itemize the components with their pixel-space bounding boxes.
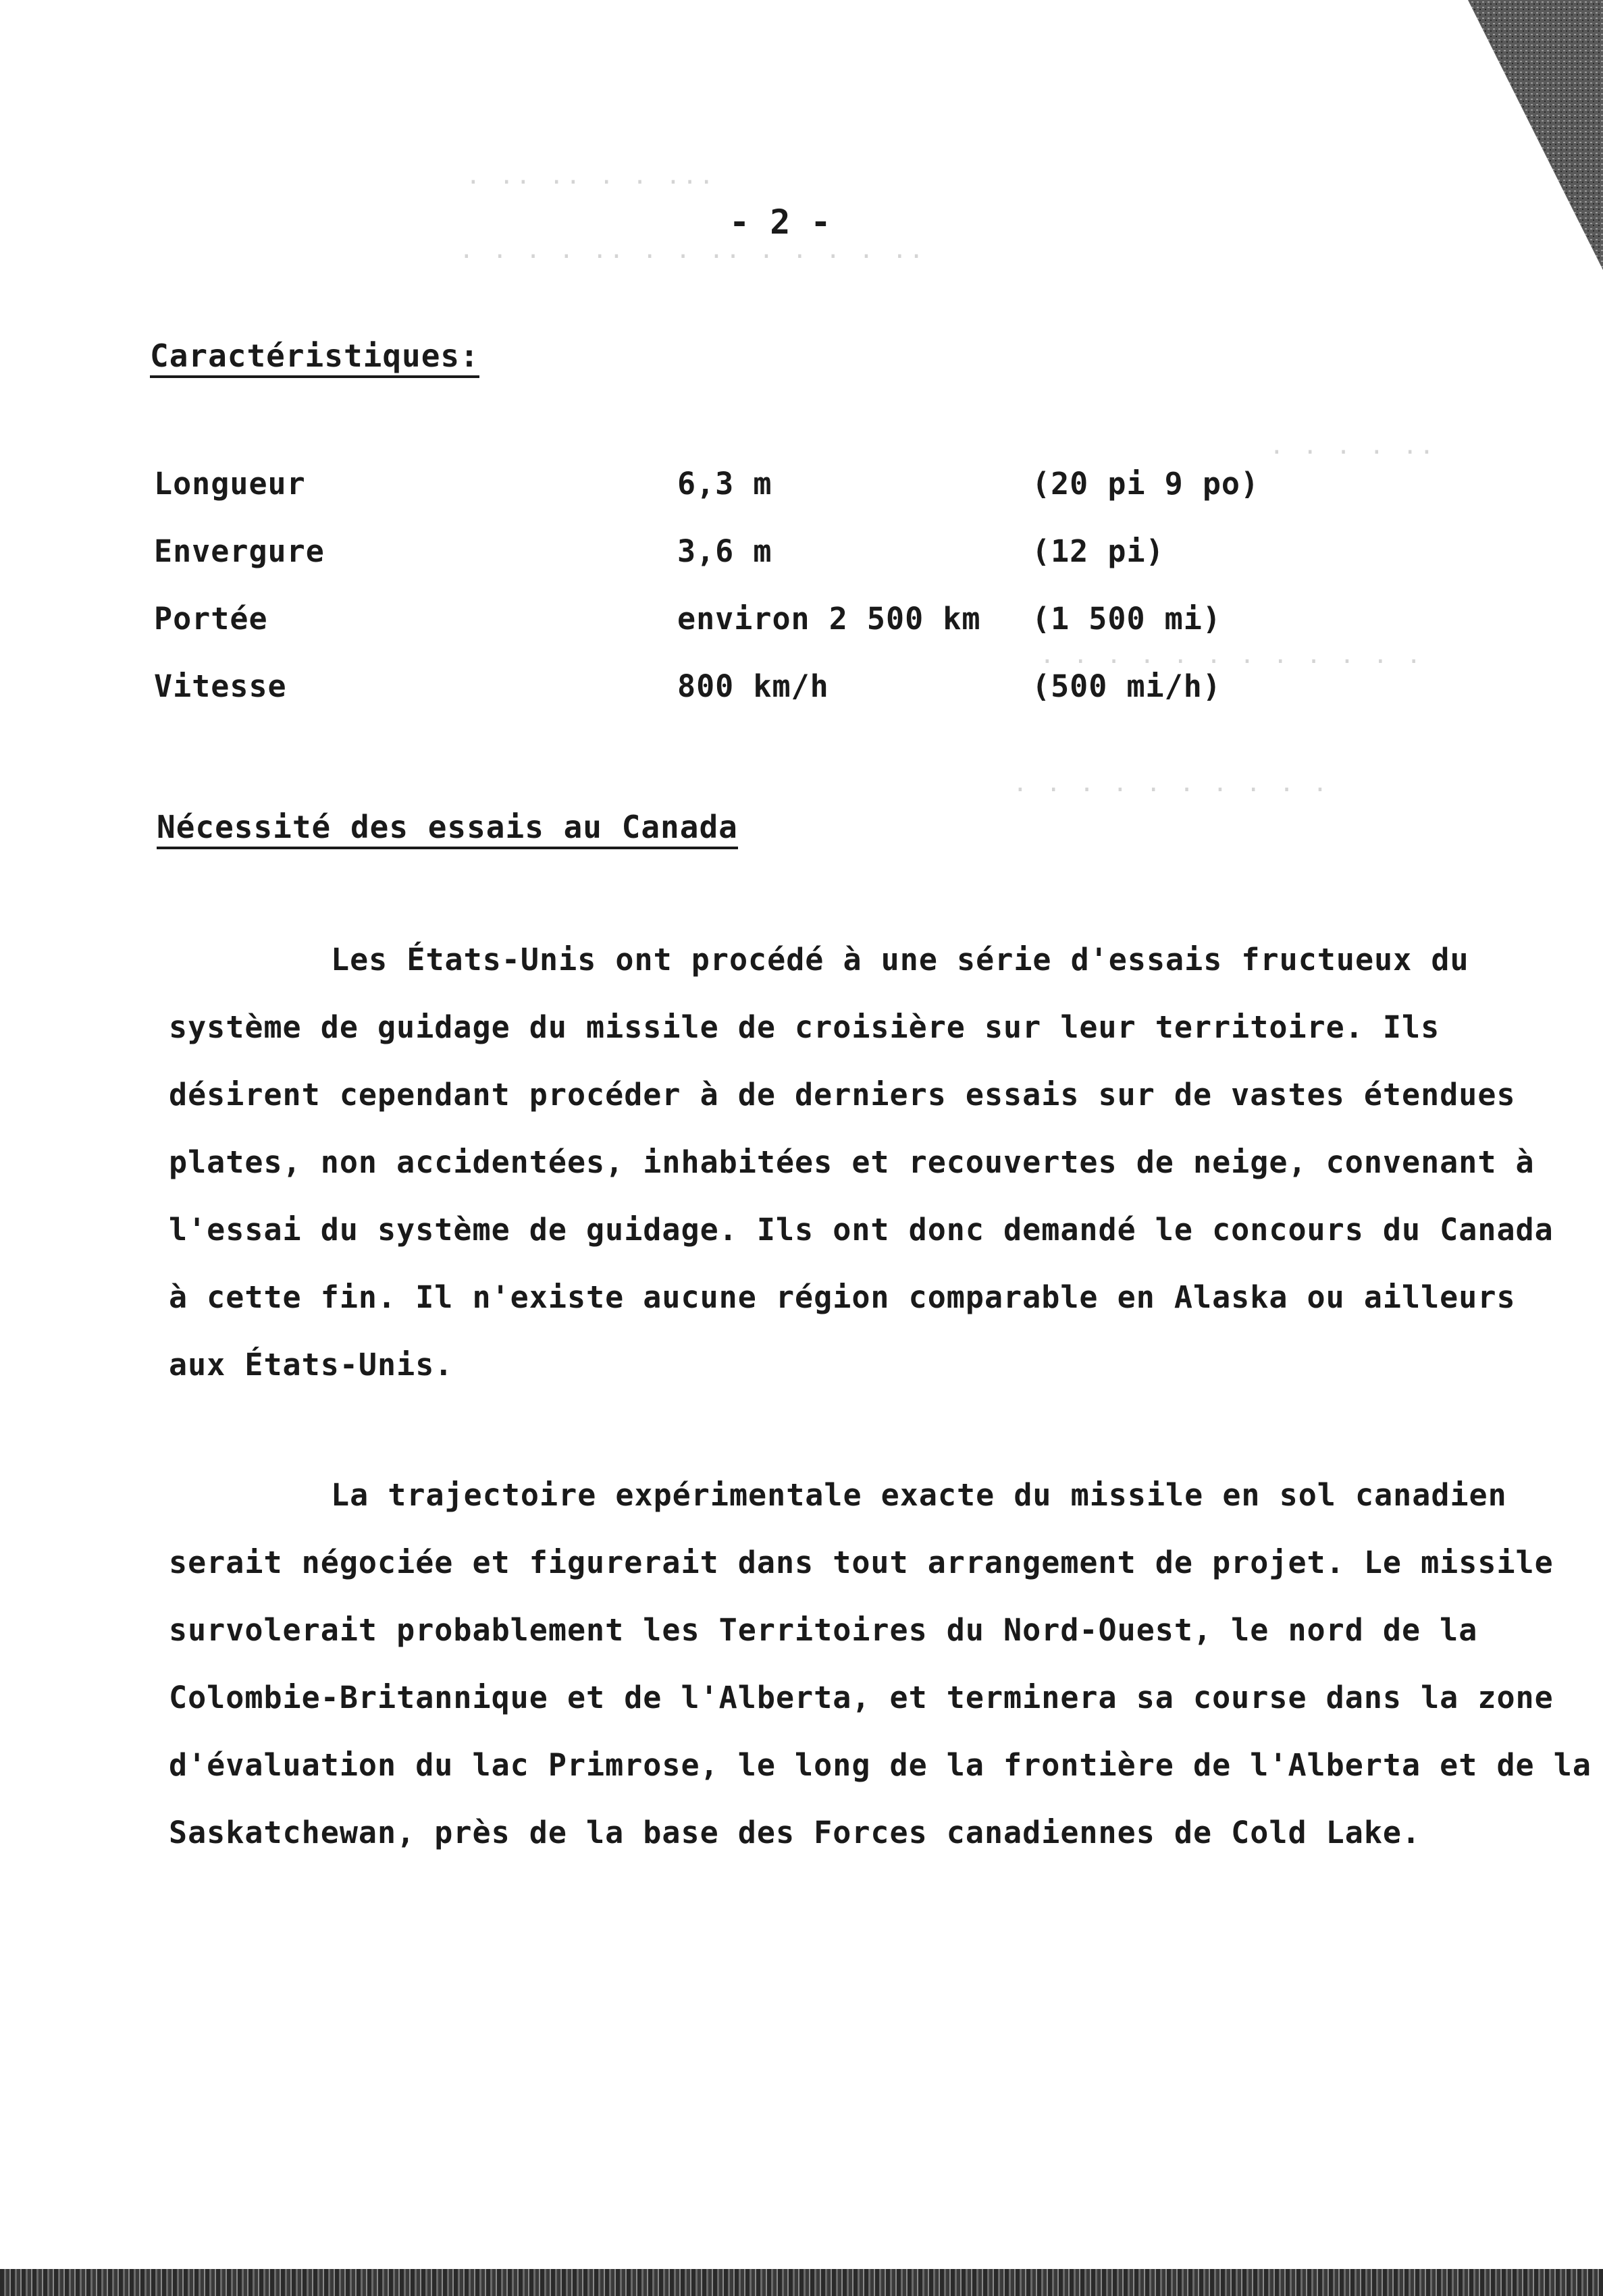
paragraph-line: survolerait probablement les Territoires du Nord-Ouest, le nord de la	[169, 1612, 1478, 1648]
spec-metric-value: 800 km/h	[677, 668, 829, 704]
paragraph-line: aux États-Unis.	[169, 1347, 454, 1383]
bleed-through-text: · · · · ·· · · ·· · · · · ··	[459, 243, 926, 271]
page-number: - 2 -	[729, 203, 831, 242]
spec-metric-value: environ 2 500 km	[677, 601, 981, 637]
necessity-heading: Nécessité des essais au Canada	[157, 809, 738, 849]
bleed-through-text: · · · · · · · · · ·	[1013, 776, 1330, 804]
spec-label: Vitesse	[154, 668, 287, 704]
bleed-through-text: · · · · ··	[1269, 439, 1436, 466]
spec-row-speed	[154, 668, 1302, 736]
spec-row-wingspan	[154, 533, 1302, 601]
paragraph-line: l'essai du système de guidage. Ils ont donc demandé le concours du Canada	[169, 1212, 1554, 1248]
spec-row-length	[154, 466, 1302, 533]
paragraph-line: La trajectoire expérimentale exacte du missile en sol canadien	[331, 1477, 1507, 1513]
paragraph-line: Colombie-Britannique et de l'Alberta, et terminera sa course dans la zone	[169, 1680, 1554, 1715]
spec-label: Portée	[154, 601, 268, 637]
spec-imperial-value: (1 500 mi)	[1032, 601, 1221, 637]
paragraph-line: d'évaluation du lac Primrose, le long de la frontière de l'Alberta et de la	[169, 1747, 1592, 1783]
paragraph-line: à cette fin. Il n'existe aucune région comparable en Alaska ou ailleurs	[169, 1279, 1516, 1315]
paragraph-line: plates, non accidentées, inhabitées et recouvertes de neige, convenant à	[169, 1144, 1535, 1180]
spec-row-range	[154, 601, 1302, 668]
paragraph-line: système de guidage du missile de croisière sur leur territoire. Ils	[169, 1009, 1440, 1045]
paragraph-line: désirent cependant procéder à de derniers essais sur de vastes étendues	[169, 1077, 1516, 1113]
spec-label: Envergure	[154, 533, 325, 569]
spec-imperial-value: (500 mi/h)	[1032, 668, 1221, 704]
paragraph-us-tests	[169, 926, 1554, 1399]
scan-corner-shadow	[1427, 0, 1603, 270]
characteristics-heading: Caractéristiques:	[150, 338, 479, 378]
spec-metric-value: 3,6 m	[677, 533, 772, 569]
paragraph-line: serait négociée et figurerait dans tout arrangement de projet. Le missile	[169, 1545, 1554, 1580]
characteristics-table	[154, 466, 1302, 736]
spec-imperial-value: (12 pi)	[1032, 533, 1165, 569]
spec-metric-value: 6,3 m	[677, 466, 772, 502]
spec-imperial-value: (20 pi 9 po)	[1032, 466, 1260, 502]
paragraph-line: Les États-Unis ont procédé à une série d'essais fructueux du	[331, 942, 1469, 978]
paragraph-trajectory	[169, 1462, 1592, 1867]
bleed-through-text: · · · · · · · · · · · ·	[1040, 648, 1423, 676]
scan-bottom-edge	[0, 2269, 1603, 2296]
bleed-through-text: · ·· ·· · · ···	[466, 169, 716, 196]
paragraph-line: Saskatchewan, près de la base des Forces canadiennes de Cold Lake.	[169, 1815, 1421, 1850]
spec-label: Longueur	[154, 466, 306, 502]
